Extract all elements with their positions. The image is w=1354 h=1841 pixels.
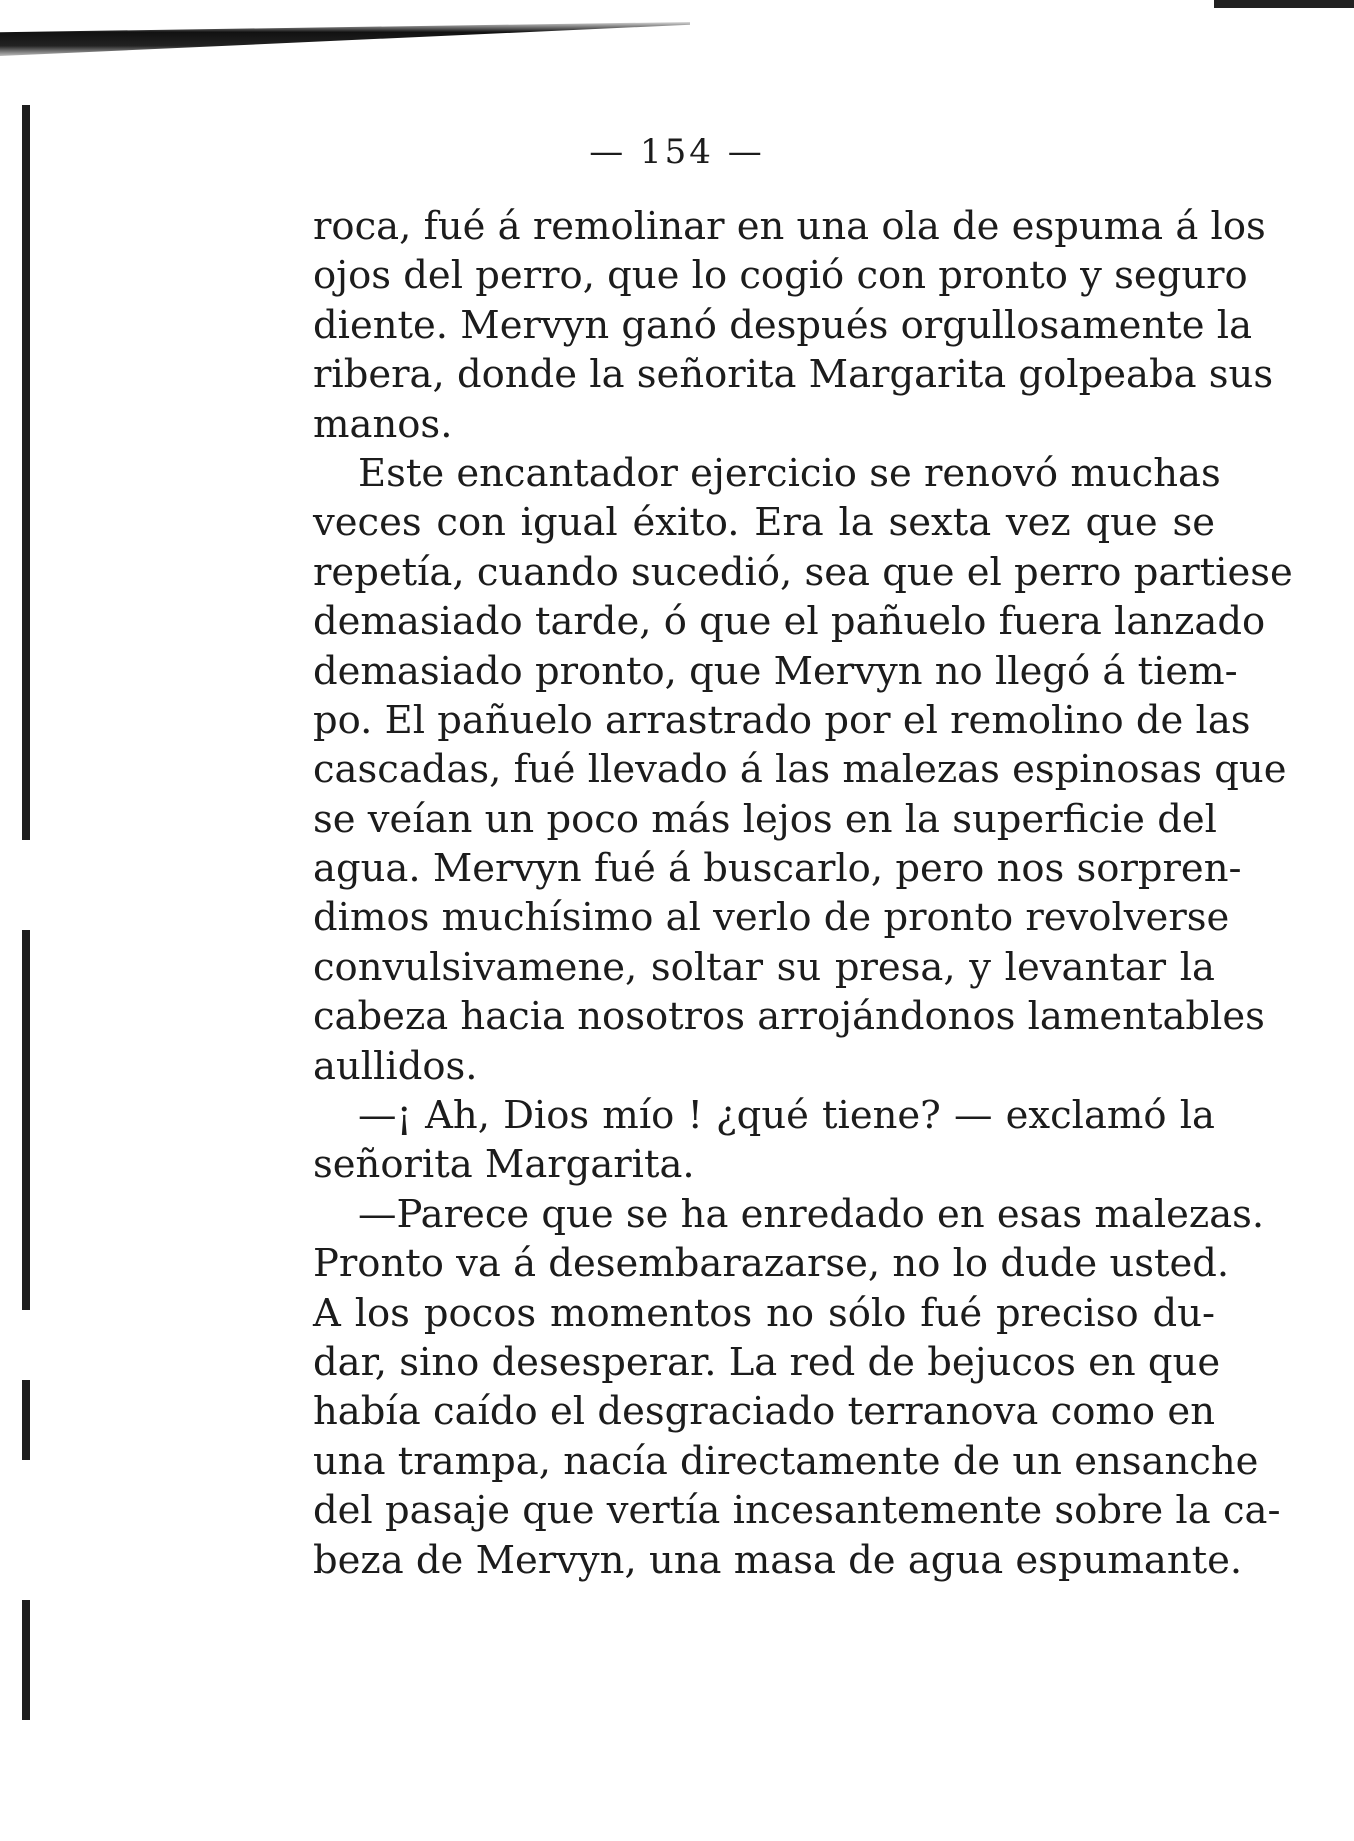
text-line: diente. Mervyn ganó después orgullosamente la — [313, 302, 1253, 348]
scan-edge-left-2 — [22, 930, 30, 1310]
text-line: cabeza hacia nosotros arrojándonos lamentables — [313, 994, 1265, 1040]
text-line: se veían un poco más lejos en la superficie del — [313, 796, 1217, 842]
text-line: demasiado pronto, que Mervyn no llegó á tiem- — [313, 648, 1238, 694]
text-line: ribera, donde la señorita Margarita golpeaba sus — [313, 352, 1274, 398]
text-line: manos. — [313, 401, 453, 447]
scan-edge-top — [0, 22, 690, 56]
text-line: del pasaje que vertía incesantemente sobre la ca- — [313, 1488, 1281, 1534]
text-line: repetía, cuando sucedió, sea que el perro partiese — [313, 549, 1293, 595]
text-line: convulsivamene, soltar su presa, y levantar la — [313, 944, 1215, 990]
text-line: aullidos. — [313, 1043, 478, 1089]
text-line: una trampa, nacía directamente de un ensanche — [313, 1438, 1259, 1484]
text-line: beza de Mervyn, una masa de agua espumante. — [313, 1537, 1243, 1583]
text-line: po. El pañuelo arrastrado por el remolino de las — [313, 697, 1251, 743]
text-line: señorita Margarita. — [313, 1142, 695, 1188]
scan-edge-topright — [1214, 0, 1354, 8]
scan-edge-left-4 — [22, 1600, 30, 1720]
scan-edge-left-1 — [22, 105, 30, 840]
text-line: —¡ Ah, Dios mío ! ¿qué tiene? — exclamó la — [358, 1093, 1215, 1139]
text-line: dar, sino desesperar. La red de bejucos en que — [313, 1339, 1221, 1385]
text-line: A los pocos momentos no sólo fué preciso du- — [313, 1290, 1215, 1336]
text-line: demasiado tarde, ó que el pañuelo fuera lanzado — [313, 599, 1266, 645]
body-text — [313, 202, 1293, 1585]
text-line: Pronto va á desembarazarse, no lo dude usted. — [313, 1241, 1230, 1287]
text-line: —Parece que se ha enredado en esas malezas. — [358, 1191, 1265, 1237]
text-line: agua. Mervyn fué á buscarlo, pero nos sorpren- — [313, 846, 1242, 892]
text-line: Este encantador ejercicio se renovó muchas — [358, 450, 1221, 496]
page-number: — 154 — — [589, 132, 765, 172]
text-line: ojos del perro, que lo cogió con pronto y seguro — [313, 253, 1248, 299]
text-line: roca, fué á remolinar en una ola de espuma á los — [313, 204, 1266, 249]
scan-edge-left-3 — [22, 1380, 30, 1460]
text-line: cascadas, fué llevado á las malezas espinosas que — [313, 747, 1287, 793]
text-line: había caído el desgraciado terranova como en — [313, 1389, 1215, 1435]
text-line: dimos muchísimo al verlo de pronto revolverse — [313, 895, 1230, 941]
text-line: veces con igual éxito. Era la sexta vez que se — [313, 500, 1215, 546]
